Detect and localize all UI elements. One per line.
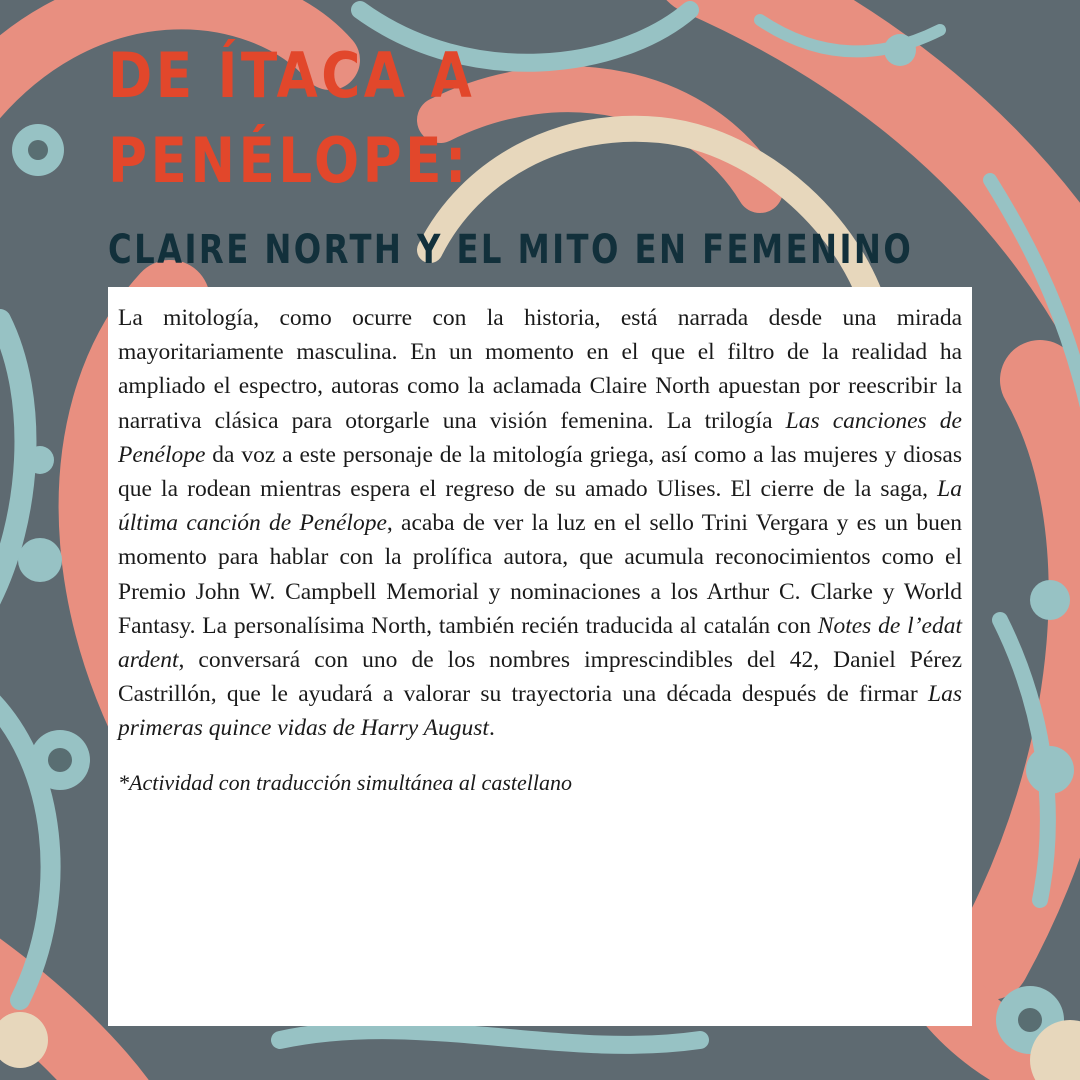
translation-note: *Actividad con traducción simultánea al castellano <box>118 769 572 795</box>
book-title-notes-de-ledat-ardent: Notes de l’edat ardent <box>118 612 962 674</box>
headline-line-2: PENÉLOPE: <box>108 124 470 197</box>
paragraph-text: , conversará con uno de los nombres imprescindibles del 42, Daniel Pérez Castrillón, que le ayudará a valorar su trayectoria una década después de firmar <box>118 647 962 708</box>
book-title-harry-august: Las primeras quince vidas de Harry August <box>118 681 962 742</box>
book-title-la-ultima-cancion-de-penelope: La última canción de Penélope <box>118 476 962 537</box>
subtitle: CLAIRE NORTH Y EL MITO EN FEMENINO <box>108 227 914 273</box>
paragraph-text: . <box>488 715 495 742</box>
article-text-box <box>108 287 972 1026</box>
article-paragraph <box>118 301 962 746</box>
paragraph-text: da voz a este personaje de la mitología griega, así como a las mujeres y diosas que la rodean mientras espera el regreso de su amado Ulises. El cierre de la saga, <box>118 441 962 503</box>
paragraph-text: La mitología, como ocurre con la historia, está narrada desde una mirada mayoritariamente masculina. En un momento en el que el filtro de la realidad ha ampliado el espectro, autoras como la aclamada Claire North apuestan por reescribir la narrativa clásica para otorgarle una visión femenina. La trilogía <box>118 305 962 434</box>
paragraph-text: , acaba de ver la luz en el sello Trini Vergara y es un buen momento para hablar con la prolífica autora, que acumula reconocimientos como el Premio John W. Campbell Memorial y nominaciones a los Arthur C. Clarke y World Fantasy. La personalísima North, también recién traducida al catalán con <box>118 510 962 639</box>
book-title-las-canciones-de-penelope: Las canciones de Penélope <box>118 407 962 468</box>
headline-line-1: DE ÍTACA A <box>108 39 476 112</box>
